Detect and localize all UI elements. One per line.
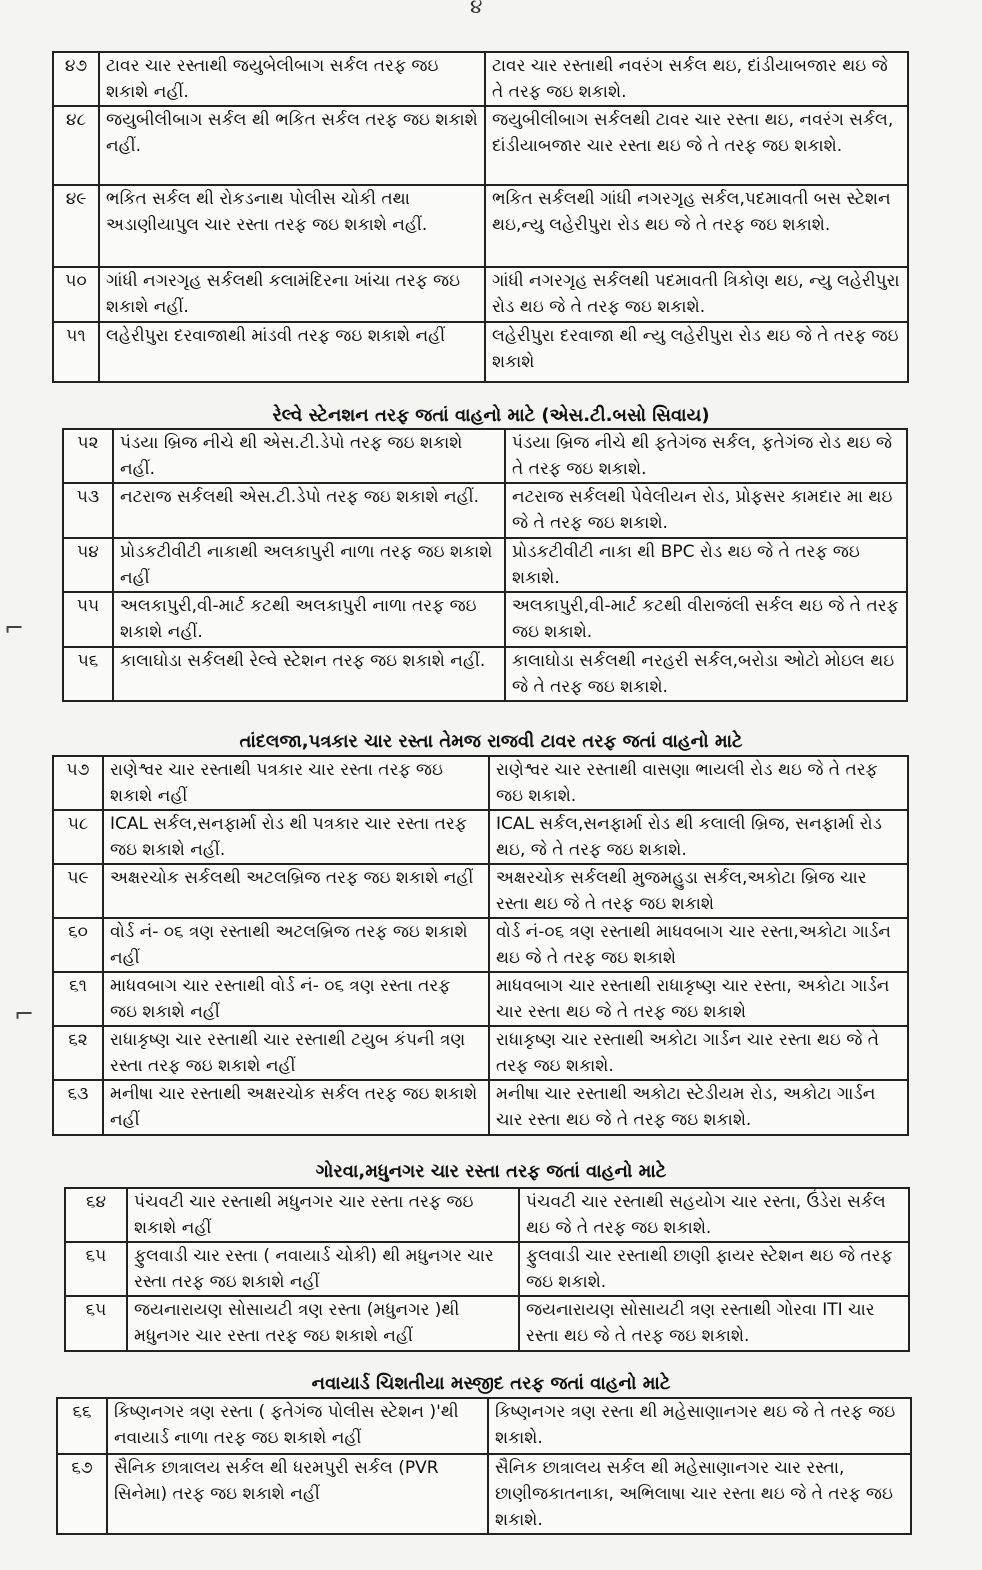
restricted-route: અલકાપુરી,વી-માર્ટ કટથી અલકાપુરી નાળા તરફ જઇ શકાશે નહીં. xyxy=(113,592,505,647)
table-row xyxy=(53,810,908,864)
row-number: ૫૧ xyxy=(53,322,99,382)
alternate-route: ICAL સર્કલ,સનફાર્મા રોડ થી કલાલી બ્રિજ, સનફાર્મા રોડ થઇ, જે તે તરફ જઇ શકાશે. xyxy=(489,810,908,864)
restricted-route: માધવબાગ ચાર રસ્તાથી વોર્ડ નં- ૦૬ ત્રણ રસ્તા તરફ જઇ શકાશે નહીં xyxy=(103,972,489,1026)
restricted-route: જયુબીલીબાગ સર્કલ થી ભકિત સર્કલ તરફ જઇ શકાશે નહીં. xyxy=(99,106,485,185)
restricted-route: પ્રોડકટીવીટી નાકાથી અલકાપુરી નાળા તરફ જઇ શકાશે નહીં xyxy=(113,538,505,592)
row-number: ૫૯ xyxy=(53,864,103,918)
table-row xyxy=(65,1242,909,1296)
row-number: ૫૭ xyxy=(53,756,103,810)
route-table-4 xyxy=(64,1187,910,1352)
row-number: ૫૨ xyxy=(63,429,113,483)
row-number: ૫૫ xyxy=(63,592,113,647)
alternate-route: વોર્ડ નં-૦૬ ત્રણ રસ્તાથી માધવબાગ ચાર રસ્તા,અકોટા ગાર્ડન થઇ જે તે તરફ જઇ શકાશે xyxy=(489,918,908,972)
row-number: ૫૬ xyxy=(63,647,113,701)
restricted-route: ફુલવાડી ચાર રસ્તા ( નવાયાર્ડ ચોકી) થી મધુનગર ચાર રસ્તા તરફ જઇ શકાશે નહીં xyxy=(127,1242,519,1296)
table-row xyxy=(53,756,908,810)
row-number: ૫૮ xyxy=(53,810,103,864)
row-number: ૬૫ xyxy=(65,1242,127,1296)
section-heading: ગોરવા,મધુનગર ચાર રસ્તા તરફ જતાં વાહનો માટે xyxy=(315,1161,667,1182)
restricted-route: ICAL સર્કલ,સનફાર્મા રોડ થી પત્રકાર ચાર રસ્તા તરફ જઇ શકાશે નહીં. xyxy=(103,810,489,864)
route-table-5 xyxy=(56,1397,912,1535)
row-number: ૬૬ xyxy=(57,1398,107,1454)
row-number: ૬૪ xyxy=(65,1188,127,1242)
restricted-route: અક્ષરચોક સર્કલથી અટલબ્રિજ તરફ જઇ શકાશે નહીં xyxy=(103,864,489,918)
alternate-route: લહેરીપુરા દરવાજા થી ન્યુ લહેરીપુરા રોડ થઇ જે તે તરફ જઇ શકાશે xyxy=(485,322,908,382)
restricted-route: સૈનિક છાત્રાલય સર્કલ થી ધરમપુરી સર્કલ (PVR સિનેમા) તરફ જઇ શકાશે નહીં xyxy=(107,1454,488,1534)
table-row xyxy=(63,429,907,483)
restricted-route: ટાવર ચાર રસ્તાથી જયુબેલીબાગ સર્કલ તરફ જઇ શકાશે નહીં. xyxy=(99,52,485,106)
alternate-route: ટાવર ચાર રસ્તાથી નવરંગ સર્કલ થઇ, દાંડીયાબજાર થઇ જે તે તરફ જઇ શકાશે. xyxy=(485,52,908,106)
table-row xyxy=(57,1454,911,1534)
alternate-route: રાણેશ્વર ચાર રસ્તાથી વાસણા ભાયલી રોડ થઇ જે તે તરફ જઇ શકાશે. xyxy=(489,756,908,810)
table-row xyxy=(53,185,908,267)
margin-mark: ⌐ xyxy=(14,1000,35,1028)
table-row xyxy=(65,1296,909,1351)
section-heading: તાંદલજા,પત્રકાર ચાર રસ્તા તેમજ રાજવી ટાવર તરફ જતાં વાહનો માટે xyxy=(239,731,743,752)
row-number: ૬૩ xyxy=(53,1080,103,1135)
table-row xyxy=(53,106,908,185)
page-marker: ૪ xyxy=(470,0,483,18)
row-number: ૪૮ xyxy=(53,106,99,185)
table-row xyxy=(53,918,908,972)
table-row xyxy=(63,538,907,592)
row-number: ૫૦ xyxy=(53,267,99,322)
restricted-route: વોર્ડ નં- ૦૬ ત્રણ રસ્તાથી અટલબ્રિજ તરફ જઇ શકાશે નહીં xyxy=(103,918,489,972)
restricted-route: પંડયા બ્રિજ નીચે થી એસ.ટી.ડેપો તરફ જઇ શકાશે નહીં. xyxy=(113,429,505,483)
table-row xyxy=(53,864,908,918)
alternate-route: જયુબીલીબાગ સર્કલથી ટાવર ચાર રસ્તા થઇ, નવરંગ સર્કલ, દાંડીયાબજાર ચાર રસ્તા થઇ જે તે તરફ જઇ શકાશે. xyxy=(485,106,908,185)
restricted-route: નટરાજ સર્કલથી એસ.ટી.ડેપો તરફ જઇ શકાશે નહીં. xyxy=(113,483,505,538)
table-row xyxy=(53,267,908,322)
table-row xyxy=(53,1026,908,1080)
table-row xyxy=(53,972,908,1026)
restricted-route: મનીષા ચાર રસ્તાથી અક્ષરચોક સર્કલ તરફ જઇ શકાશે નહીં xyxy=(103,1080,489,1135)
alternate-route: કાલાઘોડા સર્કલથી નરહરી સર્કલ,બરોડા ઓટો મોઇલ થઇ જે તે તરફ જઇ શકાશે. xyxy=(505,647,907,701)
restricted-route: રાણેશ્વર ચાર રસ્તાથી પત્રકાર ચાર રસ્તા તરફ જઇ શકાશે નહીં xyxy=(103,756,489,810)
route-table-1 xyxy=(52,51,909,383)
table-row xyxy=(57,1398,911,1454)
restricted-route: રાધાકૃષ્ણ ચાર રસ્તાથી ચાર રસ્તાથી ટયુબ કંપની ત્રણ રસ્તા તરફ જઇ શકાશે નહીં xyxy=(103,1026,489,1080)
alternate-route: અક્ષરચોક સર્કલથી મુજમહુડા સર્કલ,અકોટા બ્રિજ ચાર રસ્તા થઇ જે તે તરફ જઇ શકાશે xyxy=(489,864,908,918)
alternate-route: પંચવટી ચાર રસ્તાથી સહયોગ ચાર રસ્તા, ઉંડેરા સર્કલ થઇ જે તે તરફ જઇ શકાશે. xyxy=(519,1188,909,1242)
row-number: ૬૫ xyxy=(65,1296,127,1351)
restricted-route: પંચવટી ચાર રસ્તાથી મધુનગર ચાર રસ્તા તરફ જઇ શકાશે નહીં xyxy=(127,1188,519,1242)
alternate-route: માધવબાગ ચાર રસ્તાથી રાધાકૃષ્ણ ચાર રસ્તા, અકોટા ગાર્ડન ચાર રસ્તા થઇ જે તે તરફ જઇ શકાશે xyxy=(489,972,908,1026)
alternate-route: કિષ્ણનગર ત્રણ રસ્તા થી મહેસાણાનગર થઇ જે તે તરફ જઇ શકાશે. xyxy=(488,1398,911,1454)
margin-mark: ⌐ xyxy=(4,614,25,642)
table-row xyxy=(63,647,907,701)
row-number: ૬૧ xyxy=(53,972,103,1026)
restricted-route: કિષ્ણનગર ત્રણ રસ્તા ( ફતેગંજ પોલીસ સ્ટેશન )'થી નવાયાર્ડ નાળા તરફ જઇ શકાશે નહીં xyxy=(107,1398,488,1454)
restricted-route: જયનારાયણ સોસાયટી ત્રણ રસ્તા (મધુનગર )થી મધુનગર ચાર રસ્તા તરફ જઇ શકાશે નહીં xyxy=(127,1296,519,1351)
row-number: ૬૨ xyxy=(53,1026,103,1080)
section-heading: નવાયાર્ડ ચિશતીયા મસ્જીદ તરફ જતાં વાહનો માટે xyxy=(311,1373,671,1394)
row-number: ૪૭ xyxy=(53,52,99,106)
table-row xyxy=(53,1080,908,1135)
restricted-route: કાલાઘોડા સર્કલથી રેલ્વે સ્ટેશન તરફ જઇ શકાશે નહીં. xyxy=(113,647,505,701)
alternate-route: સૈનિક છાત્રાલય સર્કલ થી મહેસાણાનગર ચાર રસ્તા, છાણીજકાતનાકા, અભિલાષા ચાર રસ્તા થઇ જે તે તરફ જઇ શકાશે. xyxy=(488,1454,911,1534)
table-row xyxy=(63,483,907,538)
alternate-route: રાધાકૃષ્ણ ચાર રસ્તાથી અકોટા ગાર્ડન ચાર રસ્તા થઇ જે તે તરફ જઇ શકાશે. xyxy=(489,1026,908,1080)
row-number: ૬૭ xyxy=(57,1454,107,1534)
restricted-route: ભકિત સર્કલ થી રોકડનાથ પોલીસ ચોકી તથા અડાણીયાપુલ ચાર રસ્તા તરફ જઇ શકાશે નહીં. xyxy=(99,185,485,267)
row-number: ૪૯ xyxy=(53,185,99,267)
alternate-route: અલકાપુરી,વી-માર્ટ કટથી વીરાજંલી સર્કલ થઇ જે તે તરફ જઇ શકાશે. xyxy=(505,592,907,647)
alternate-route: જયનારાયણ સોસાયટી ત્રણ રસ્તાથી ગોરવા ITI ચાર રસ્તા થઇ જે તે તરફ જઇ શકાશે. xyxy=(519,1296,909,1351)
table-row xyxy=(63,592,907,647)
route-table-2 xyxy=(62,428,908,702)
row-number: ૫૩ xyxy=(63,483,113,538)
alternate-route: પંડયા બ્રિજ નીચે થી ફતેગંજ સર્કલ, ફતેગંજ રોડ થઇ જે તે તરફ જઇ શકાશે. xyxy=(505,429,907,483)
alternate-route: ફુલવાડી ચાર રસ્તાથી છાણી ફાયર સ્ટેશન થઇ જે તરફ જઇ શકાશે. xyxy=(519,1242,909,1296)
section-heading: રેલ્વે સ્ટેનશન તરફ જતાં વાહનો માટે (એસ.ટી.બસો સિવાય) xyxy=(272,405,710,426)
row-number: ૫૪ xyxy=(63,538,113,592)
restricted-route: લહેરીપુરા દરવાજાથી માંડવી તરફ જઇ શકાશે નહીં xyxy=(99,322,485,382)
restricted-route: ગાંધી નગરગૃહ સર્કલથી કલામંદિરના ખાંચા તરફ જઇ શકાશે નહીં. xyxy=(99,267,485,322)
alternate-route: ભકિત સર્કલથી ગાંધી નગરગૃહ સર્કલ,પદમાવતી બસ સ્ટેશન થઇ,ન્યુ લહેરીપુરા રોડ થઇ જે તે તરફ જઇ શકાશે. xyxy=(485,185,908,267)
alternate-route: ગાંધી નગરગૃહ સર્કલથી પદમાવતી ત્રિકોણ થઇ, ન્યુ લહેરીપુરા રોડ થઇ જે તે તરફ જઇ શકાશે. xyxy=(485,267,908,322)
alternate-route: પ્રોડકટીવીટી નાકા થી BPC રોડ થઇ જે તે તરફ જઇ શકાશે. xyxy=(505,538,907,592)
route-table-3 xyxy=(52,755,909,1136)
table-row xyxy=(53,52,908,106)
table-row xyxy=(53,322,908,382)
alternate-route: મનીષા ચાર રસ્તાથી અકોટા સ્ટેડીયમ રોડ, અકોટા ગાર્ડન ચાર રસ્તા થઇ જે તે તરફ જઇ શકાશે. xyxy=(489,1080,908,1135)
alternate-route: નટરાજ સર્કલથી પેવેલીયન રોડ, પ્રોફસર કામદાર મા થઇ જે તે તરફ જઇ શકાશે. xyxy=(505,483,907,538)
table-row xyxy=(65,1188,909,1242)
row-number: ૬૦ xyxy=(53,918,103,972)
